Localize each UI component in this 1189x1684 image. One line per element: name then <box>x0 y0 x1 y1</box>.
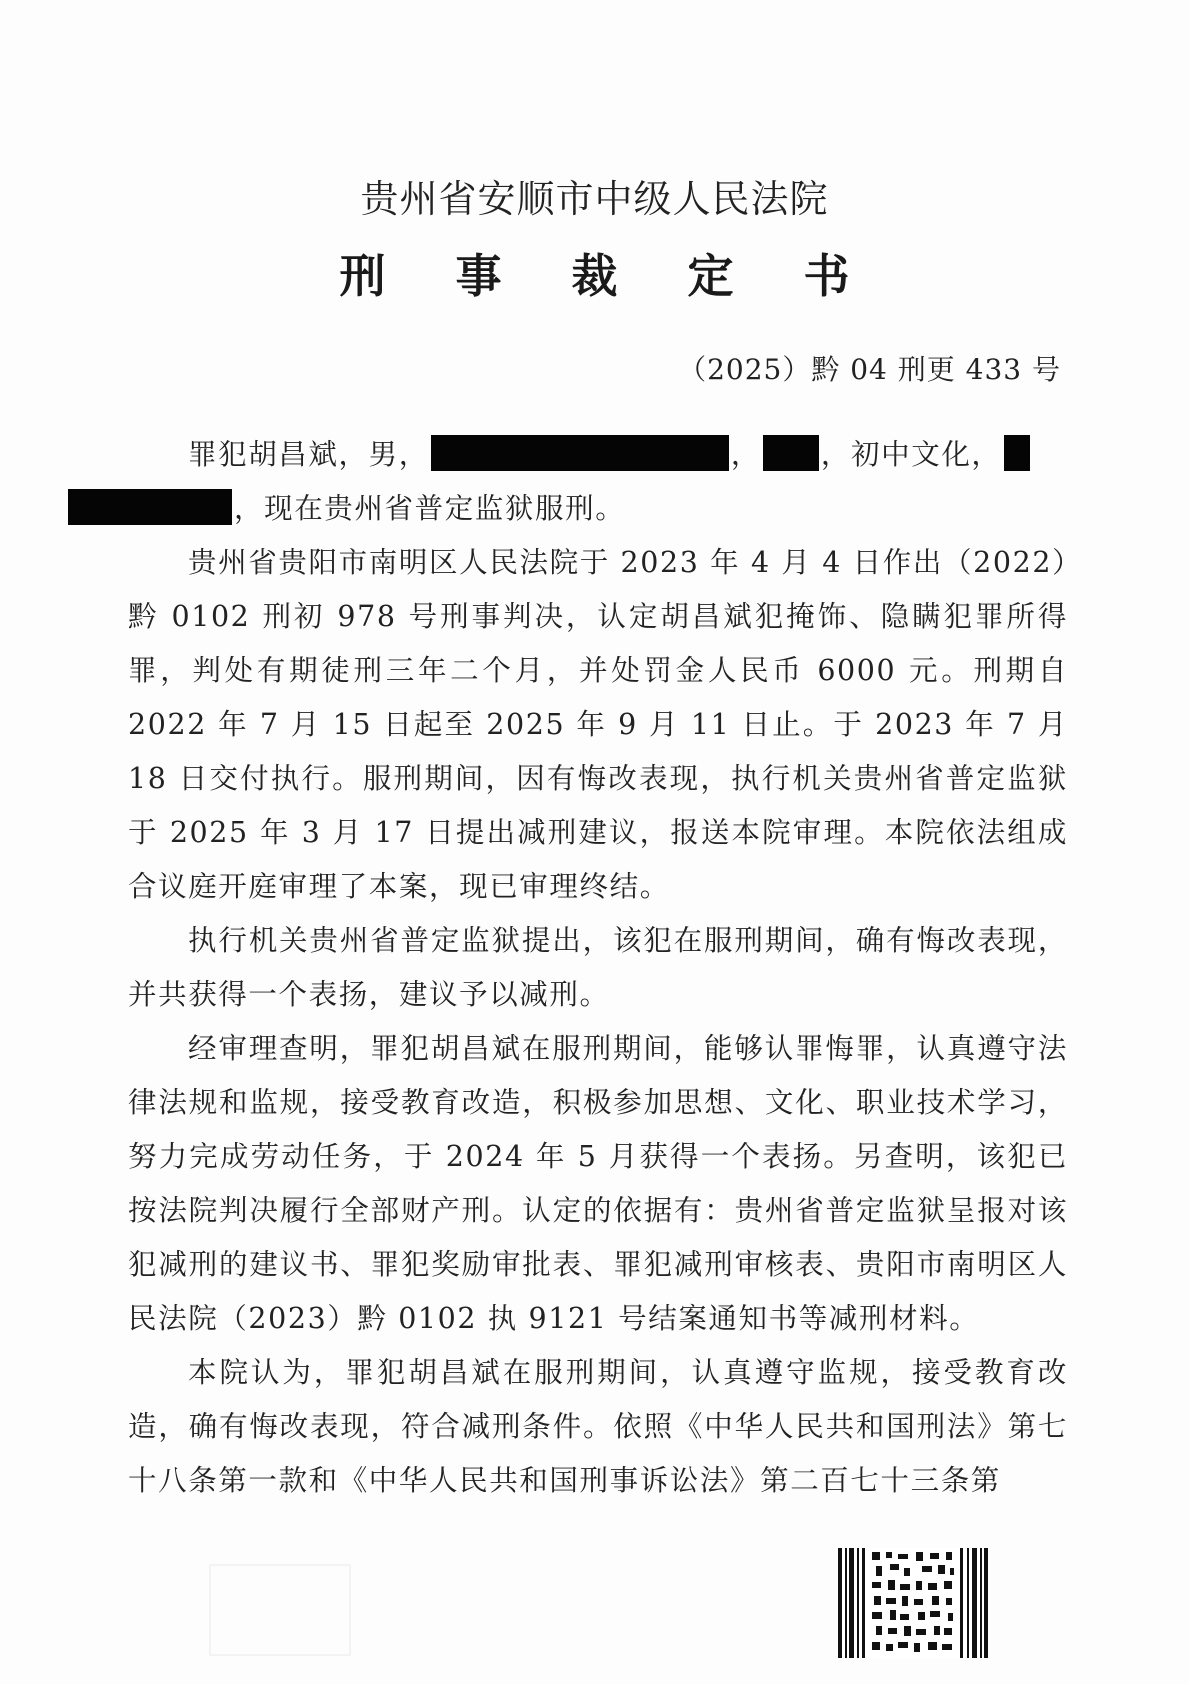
barcode-icon <box>838 1548 988 1658</box>
paragraph-prison-proposal: 执行机关贵州省普定监狱提出，该犯在服刑期间，确有悔改表现，并共获得一个表扬，建议予以减刑。 <box>128 924 1068 1011</box>
case-number: （2025）黔 04 刑更 433 号 <box>678 353 1061 386</box>
education-text: ，初中文化， <box>820 438 1002 471</box>
paragraph-original-judgment: 贵州省贵阳市南明区人民法院于 2023 年 4 月 4 日作出（2022）黔 0102 刑初 978 号刑事判决，认定胡昌斌犯掩饰、隐瞒犯罪所得罪，判处有期徒刑三年二个月，并处罚金人民币 6000 元。刑期自 2022 年 7 月 15 日起至 2025 年 9 月 11 日止。于 2023 年 7 月 18 日交付执行。服刑期间，因有悔改表现，执行机关贵州省普定监狱于 2025 年 3 月 17 日提出减刑建议，报送本院审理。本院依法组成合议庭开庭审理了本案，现已审理终结。 <box>128 546 1068 903</box>
redaction-block <box>1004 435 1030 471</box>
paragraph-defendant-info <box>128 428 1068 536</box>
redaction-block <box>763 435 819 471</box>
document-body <box>128 428 1068 1508</box>
redaction-block <box>68 489 232 525</box>
redaction-block <box>431 435 729 471</box>
separator-comma: ， <box>730 438 761 471</box>
paragraph-court-opinion: 本院认为，罪犯胡昌斌在服刑期间，认真遵守监规，接受教育改造，确有悔改表现，符合减刑条件。依照《中华人民共和国刑法》第七十八条第一款和《中华人民共和国刑事诉讼法》第二百七十三条第 <box>128 1356 1068 1497</box>
paragraph-findings: 经审理查明，罪犯胡昌斌在服刑期间，能够认罪悔罪，认真遵守法律法规和监规，接受教育改造，积极参加思想、文化、职业技术学习，努力完成劳动任务，于 2024 年 5 月获得一个表扬。另查明，该犯已按法院判决履行全部财产刑。认定的依据有：贵州省普定监狱呈报对该犯减刑的建议书、罪犯奖励审批表、罪犯减刑审核表、贵阳市南明区人民法院（2023）黔 0102 执 9121 号结案通知书等减刑材料。 <box>128 1032 1068 1335</box>
faint-stamp-mark <box>200 1555 360 1665</box>
court-name: 贵州省安顺市中级人民法院 <box>360 177 829 221</box>
defendant-intro: 罪犯胡昌斌，男， <box>188 438 429 471</box>
custody-text: ，现在贵州省普定监狱服刑。 <box>234 492 626 525</box>
document-type-title: 刑事裁定书 <box>339 249 920 303</box>
